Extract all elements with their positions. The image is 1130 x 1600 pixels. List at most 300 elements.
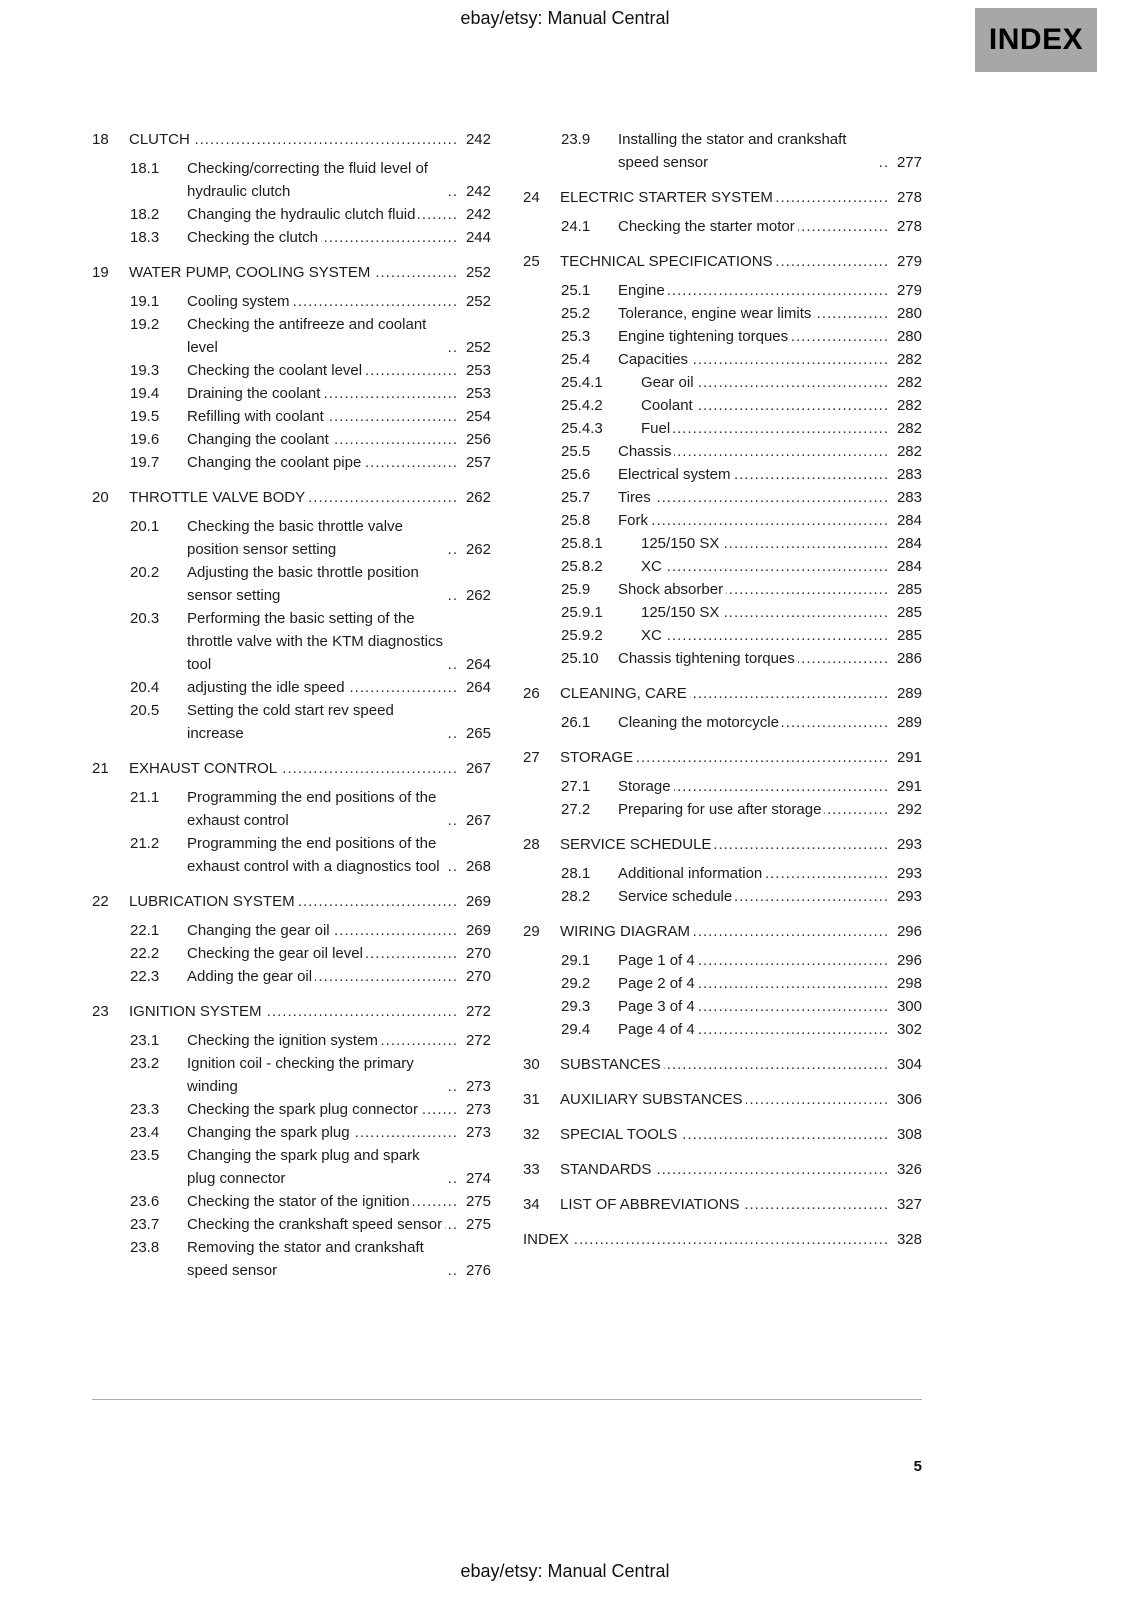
toc-entry-number: 27 (523, 749, 540, 766)
toc-entry (523, 1158, 922, 1181)
toc-entry-number: 19.7 (130, 454, 160, 471)
toc-entry-page: 257 (465, 454, 491, 471)
dot-leader (636, 746, 889, 769)
toc-entry (92, 290, 491, 313)
dot-leader (321, 226, 458, 249)
toc-entry-page: 273 (465, 1101, 491, 1118)
toc-entry-page: 286 (896, 650, 922, 667)
dot-leader (332, 428, 458, 451)
toc-entry-page: 302 (896, 1021, 922, 1038)
toc-entry-page: 256 (465, 431, 491, 448)
dot-leader (776, 186, 889, 209)
toc-entry (523, 215, 922, 238)
dot-leader (680, 1123, 889, 1146)
footer-divider (92, 1399, 922, 1400)
toc-entry-title: TECHNICAL SPECIFICATIONS (560, 253, 773, 270)
toc-entry (92, 786, 491, 832)
toc-entry-page: 253 (465, 385, 491, 402)
toc-entry (92, 226, 491, 249)
toc-entry (523, 486, 922, 509)
toc-entry-page: 293 (896, 865, 922, 882)
dot-leader (446, 832, 458, 878)
toc-entry-number: 25.1 (561, 282, 591, 299)
toc-entry (523, 555, 922, 578)
toc-entry-title: WIRING DIAGRAM (560, 923, 690, 940)
toc-entry (523, 624, 922, 647)
toc-entry (92, 486, 491, 509)
toc-entry-title: INDEX (523, 1231, 569, 1248)
toc-entry (523, 250, 922, 273)
toc-entry-page: 282 (896, 397, 922, 414)
toc-entry-title: Adjusting the basic throttle position sensor setting (187, 564, 419, 604)
toc-entry-number: 20.4 (130, 679, 160, 696)
toc-entry-number: 25 (523, 253, 540, 270)
toc-entry-title: LIST OF ABBREVIATIONS (560, 1196, 740, 1213)
toc-entry-title: Adding the gear oil (187, 968, 313, 985)
dot-leader (654, 486, 889, 509)
toc-entry (92, 128, 491, 151)
toc-entry-number: 25.9 (561, 581, 591, 598)
toc-entry-title: Capacities (618, 351, 689, 368)
toc-entry (523, 463, 922, 486)
toc-entry-page: 291 (896, 749, 922, 766)
toc-entry-number: 23.5 (130, 1147, 160, 1164)
toc-entry-page: 284 (896, 512, 922, 529)
toc-entry (523, 1018, 922, 1041)
dot-leader (798, 215, 889, 238)
toc-entry-page: 285 (896, 581, 922, 598)
toc-entry-title: 125/150 SX (641, 535, 720, 552)
toc-entry-page: 277 (896, 154, 922, 171)
toc-entry-number: 22.3 (130, 968, 160, 985)
toc-entry-page: 306 (896, 1091, 922, 1108)
toc-entry-page: 282 (896, 374, 922, 391)
toc-entry-title: Changing the coolant (187, 431, 329, 448)
toc-entry-page: 291 (896, 778, 922, 795)
toc-entry-page: 270 (465, 945, 491, 962)
toc-entry-number: 25.4.1 (561, 374, 603, 391)
toc-entry-number: 20.2 (130, 564, 160, 581)
toc-entry-page: 274 (465, 1170, 491, 1187)
toc-entry-title: SERVICE SCHEDULE (560, 836, 712, 853)
toc-entry-page: 278 (896, 218, 922, 235)
toc-entry (523, 862, 922, 885)
toc-entry (523, 1053, 922, 1076)
toc-entry (523, 1228, 922, 1251)
toc-entry (523, 1193, 922, 1216)
dot-leader (651, 509, 889, 532)
toc-entry-number: 18 (92, 131, 109, 148)
dot-leader (665, 555, 889, 578)
dot-leader (323, 382, 458, 405)
toc-entry-title: Tires (618, 489, 651, 506)
toc-entry (523, 509, 922, 532)
toc-entry-title: adjusting the idle speed (187, 679, 345, 696)
toc-entry-page: 308 (896, 1126, 922, 1143)
toc-entry-page: 304 (896, 1056, 922, 1073)
toc-entry-page: 326 (896, 1161, 922, 1178)
dot-leader (446, 1236, 458, 1282)
toc-entry (92, 699, 491, 745)
toc-entry-page: 300 (896, 998, 922, 1015)
toc-entry-title: Electrical system (618, 466, 731, 483)
dot-leader (365, 359, 458, 382)
toc-entry-page: 265 (465, 725, 491, 742)
toc-entry-number: 21.1 (130, 789, 160, 806)
toc-entry-page: 273 (465, 1078, 491, 1095)
toc-entry-page: 270 (465, 968, 491, 985)
toc-entry-page: 328 (896, 1231, 922, 1248)
toc-entry-page: 283 (896, 489, 922, 506)
toc-entry-title: LUBRICATION SYSTEM (129, 893, 295, 910)
toc-entry-title: Chassis (618, 443, 672, 460)
toc-entry-title: Fork (618, 512, 648, 529)
toc-entry-title: Coolant (641, 397, 693, 414)
dot-leader (366, 942, 458, 965)
toc-entry-page: 269 (465, 922, 491, 939)
dot-leader (722, 601, 889, 624)
toc-entry-number: 20.3 (130, 610, 160, 627)
dot-leader (280, 757, 458, 780)
dot-leader (690, 682, 889, 705)
toc-entry-number: 30 (523, 1056, 540, 1073)
toc-entry-page: 275 (465, 1216, 491, 1233)
dot-leader (734, 463, 889, 486)
dot-leader (333, 919, 458, 942)
dot-leader (824, 798, 889, 821)
toc-entry-number: 18.3 (130, 229, 160, 246)
toc-entry-page: 252 (465, 339, 491, 356)
toc-entry-title: Programming the end positions of the exhaust control (187, 789, 437, 829)
dot-leader (714, 833, 889, 856)
toc-entry-page: 278 (896, 189, 922, 206)
toc-entry-number: 18.2 (130, 206, 160, 223)
dot-leader (674, 775, 889, 798)
toc-entry (523, 972, 922, 995)
toc-entry-page: 292 (896, 801, 922, 818)
toc-entry-number: 33 (523, 1161, 540, 1178)
toc-entry-page: 242 (465, 183, 491, 200)
toc-entry-number: 26 (523, 685, 540, 702)
dot-leader (735, 885, 889, 908)
dot-leader (348, 676, 458, 699)
toc-entry-number: 18.1 (130, 160, 160, 177)
toc-entry-page: 272 (465, 1003, 491, 1020)
toc-entry (92, 405, 491, 428)
dot-leader (654, 1158, 889, 1181)
dot-leader (722, 532, 889, 555)
toc-entry-number: 25.3 (561, 328, 591, 345)
toc-entry-title: Engine (618, 282, 665, 299)
toc-entry-title: WATER PUMP, COOLING SYSTEM (129, 264, 371, 281)
toc-entry-page: 327 (896, 1196, 922, 1213)
toc-entry-page: 262 (465, 587, 491, 604)
toc-entry-title: Shock absorber (618, 581, 724, 598)
dot-leader (693, 920, 889, 943)
toc-entry (523, 1088, 922, 1111)
toc-entry (523, 279, 922, 302)
toc-entry-title: Installing the stator and crankshaft speed sensor (618, 131, 847, 171)
toc-entry-number: 25.7 (561, 489, 591, 506)
toc-entry-page: 253 (465, 362, 491, 379)
toc-entry (92, 1052, 491, 1098)
toc-entry-page: 284 (896, 558, 922, 575)
dot-leader (746, 1088, 889, 1111)
toc-entry-number: 23.3 (130, 1101, 160, 1118)
dot-leader (814, 302, 889, 325)
toc-entry-title: Removing the stator and crankshaft speed sensor (187, 1239, 424, 1279)
toc-entry (92, 1190, 491, 1213)
dot-leader (298, 890, 458, 913)
toc-entry-title: Page 2 of 4 (618, 975, 695, 992)
toc-entry-number: 29.2 (561, 975, 591, 992)
dot-leader (691, 348, 889, 371)
toc-entry-page: 282 (896, 443, 922, 460)
toc-entry-title: Checking the basic throttle valve position sensor setting (187, 518, 403, 558)
toc-entry-number: 19.4 (130, 385, 160, 402)
toc-entry (92, 451, 491, 474)
toc-entry-page: 279 (896, 253, 922, 270)
toc-entry-page: 242 (465, 131, 491, 148)
dot-leader (572, 1228, 889, 1251)
toc-entry-page: 264 (465, 679, 491, 696)
toc-entry-number: 23.1 (130, 1032, 160, 1049)
toc-entry (523, 532, 922, 555)
toc-entry (523, 949, 922, 972)
toc-entry-number: 25.9.1 (561, 604, 603, 621)
dot-leader (696, 394, 889, 417)
dot-leader (782, 711, 889, 734)
toc-entry-title: IGNITION SYSTEM (129, 1003, 262, 1020)
toc-entry-number: 22.2 (130, 945, 160, 962)
dot-leader (373, 261, 458, 284)
toc-entry-number: 25.10 (561, 650, 599, 667)
toc-entry-page: 272 (465, 1032, 491, 1049)
toc-entry-number: 25.8 (561, 512, 591, 529)
toc-entry (92, 515, 491, 561)
toc-entry (523, 647, 922, 670)
toc-entry (523, 371, 922, 394)
toc-entry (92, 561, 491, 607)
toc-entry-number: 23 (92, 1003, 109, 1020)
toc-entry-title: Checking/correcting the fluid level of hydraulic clutch (187, 160, 428, 200)
table-of-contents (92, 128, 922, 1282)
toc-entry (92, 919, 491, 942)
toc-entry-title: Page 3 of 4 (618, 998, 695, 1015)
dot-leader (664, 1053, 889, 1076)
toc-entry (523, 302, 922, 325)
toc-entry-number: 23.4 (130, 1124, 160, 1141)
toc-entry (523, 798, 922, 821)
toc-entry-page: 293 (896, 888, 922, 905)
dot-leader (364, 451, 458, 474)
toc-entry-page: 267 (465, 812, 491, 829)
toc-entry-page: 252 (465, 264, 491, 281)
toc-entry (523, 995, 922, 1018)
toc-entry-title: EXHAUST CONTROL (129, 760, 278, 777)
toc-entry (92, 313, 491, 359)
toc-entry (523, 417, 922, 440)
toc-entry-title: Checking the ignition system (187, 1032, 378, 1049)
toc-entry-title: Ignition coil - checking the primary winding (187, 1055, 414, 1095)
toc-entry-page: 276 (465, 1262, 491, 1279)
toc-entry-number: 20.1 (130, 518, 160, 535)
toc-entry (92, 1213, 491, 1236)
dot-leader (698, 949, 889, 972)
toc-entry-number: 29.3 (561, 998, 591, 1015)
toc-entry-title: 125/150 SX (641, 604, 720, 621)
toc-entry-number: 25.6 (561, 466, 591, 483)
toc-entry-page: 280 (896, 305, 922, 322)
dot-leader (877, 128, 889, 174)
toc-entry-page: 298 (896, 975, 922, 992)
toc-entry-number: 25.4.3 (561, 420, 603, 437)
toc-left-column (92, 128, 491, 1282)
toc-entry-title: Checking the coolant level (187, 362, 363, 379)
toc-entry-title: Programming the end positions of the exhaust control with a diagnostics tool (187, 835, 440, 875)
toc-entry-page: 296 (896, 923, 922, 940)
toc-entry-title: Refilling with coolant (187, 408, 324, 425)
toc-entry-page: 282 (896, 420, 922, 437)
toc-entry-page: 280 (896, 328, 922, 345)
toc-entry-number: 29 (523, 923, 540, 940)
dot-leader (674, 440, 889, 463)
toc-entry (523, 920, 922, 943)
toc-entry-title: Setting the cold start rev speed increase (187, 702, 394, 742)
toc-entry (92, 1029, 491, 1052)
dot-leader (697, 371, 889, 394)
toc-entry-page: 289 (896, 714, 922, 731)
toc-entry (92, 757, 491, 780)
dot-leader (193, 128, 458, 151)
toc-entry-page: 285 (896, 604, 922, 621)
dot-leader (327, 405, 458, 428)
dot-leader (791, 325, 889, 348)
dot-leader (798, 647, 889, 670)
toc-entry-number: 19.3 (130, 362, 160, 379)
toc-entry-title: XC (641, 558, 662, 575)
toc-entry-number: 22.1 (130, 922, 160, 939)
toc-entry-page: 285 (896, 627, 922, 644)
toc-entry (523, 186, 922, 209)
toc-entry-title: XC (641, 627, 662, 644)
toc-entry-page: 284 (896, 535, 922, 552)
toc-entry-number: 20 (92, 489, 109, 506)
toc-entry-title: Gear oil (641, 374, 694, 391)
dot-leader (698, 995, 889, 1018)
toc-entry-page: 264 (465, 656, 491, 673)
toc-entry-title: AUXILIARY SUBSTANCES (560, 1091, 743, 1108)
toc-entry-number: 27.1 (561, 778, 591, 795)
toc-entry-page: 283 (896, 466, 922, 483)
toc-entry (92, 676, 491, 699)
toc-entry-title: Page 1 of 4 (618, 952, 695, 969)
toc-entry-page: 269 (465, 893, 491, 910)
toc-entry-number: 25.5 (561, 443, 591, 460)
toc-entry (523, 440, 922, 463)
toc-entry-number: 19.6 (130, 431, 160, 448)
toc-entry (92, 203, 491, 226)
dot-leader (308, 486, 458, 509)
toc-entry-title: Checking the spark plug connector (187, 1101, 418, 1118)
toc-entry-number: 21.2 (130, 835, 160, 852)
toc-entry-title: Checking the gear oil level (187, 945, 363, 962)
toc-entry (92, 157, 491, 203)
toc-entry-title: Checking the stator of the ignition (187, 1193, 410, 1210)
dot-leader (698, 1018, 889, 1041)
toc-entry (523, 394, 922, 417)
toc-entry-number: 21 (92, 760, 109, 777)
toc-entry-title: SPECIAL TOOLS (560, 1126, 678, 1143)
toc-right-column (523, 128, 922, 1251)
toc-entry-number: 19.2 (130, 316, 160, 333)
toc-entry-title: Changing the spark plug (187, 1124, 350, 1141)
toc-entry (523, 325, 922, 348)
toc-entry-page: 244 (465, 229, 491, 246)
toc-entry-page: 268 (465, 858, 491, 875)
toc-entry-number: 25.9.2 (561, 627, 603, 644)
footer-title: ebay/etsy: Manual Central (460, 1561, 670, 1581)
toc-entry (523, 833, 922, 856)
toc-entry (92, 1144, 491, 1190)
toc-entry-title: STANDARDS (560, 1161, 652, 1178)
toc-entry-number: 28 (523, 836, 540, 853)
dot-leader (673, 417, 889, 440)
toc-entry-page: 275 (465, 1193, 491, 1210)
toc-entry-title: Draining the coolant (187, 385, 321, 402)
toc-entry-number: 19.1 (130, 293, 160, 310)
dot-leader (446, 157, 458, 203)
toc-entry (92, 832, 491, 878)
header-title: ebay/etsy: Manual Central (460, 8, 670, 28)
toc-entry-title: CLUTCH (129, 131, 190, 148)
toc-entry-number: 25.8.1 (561, 535, 603, 552)
toc-entry-title: Checking the crankshaft speed sensor (187, 1216, 443, 1233)
dot-leader (668, 279, 889, 302)
dot-leader (446, 699, 458, 745)
dot-leader (446, 313, 458, 359)
toc-entry-title: Chassis tightening torques (618, 650, 795, 667)
toc-entry (92, 261, 491, 284)
toc-entry-number: 29.4 (561, 1021, 591, 1038)
toc-entry-title: Storage (618, 778, 671, 795)
toc-entry-number: 22 (92, 893, 109, 910)
toc-entry-page: 262 (465, 541, 491, 558)
toc-entry (92, 965, 491, 988)
index-badge: INDEX (975, 8, 1097, 72)
dot-leader (381, 1029, 458, 1052)
toc-entry-number: 19 (92, 264, 109, 281)
dot-leader (776, 250, 889, 273)
toc-entry-number: 26.1 (561, 714, 591, 731)
dot-leader (446, 561, 458, 607)
toc-entry (92, 1236, 491, 1282)
toc-entry-number: 29.1 (561, 952, 591, 969)
toc-entry (523, 601, 922, 624)
toc-entry-number: 25.4.2 (561, 397, 603, 414)
dot-leader (726, 578, 889, 601)
toc-entry-title: Fuel (641, 420, 671, 437)
toc-entry-number: 25.8.2 (561, 558, 603, 575)
dot-leader (698, 972, 889, 995)
toc-entry-number: 24 (523, 189, 540, 206)
toc-entry (523, 885, 922, 908)
toc-entry-title: Changing the hydraulic clutch fluid (187, 206, 416, 223)
toc-entry (523, 682, 922, 705)
dot-leader (353, 1121, 458, 1144)
toc-entry-number: 23.9 (561, 131, 591, 148)
dot-leader (413, 1190, 458, 1213)
